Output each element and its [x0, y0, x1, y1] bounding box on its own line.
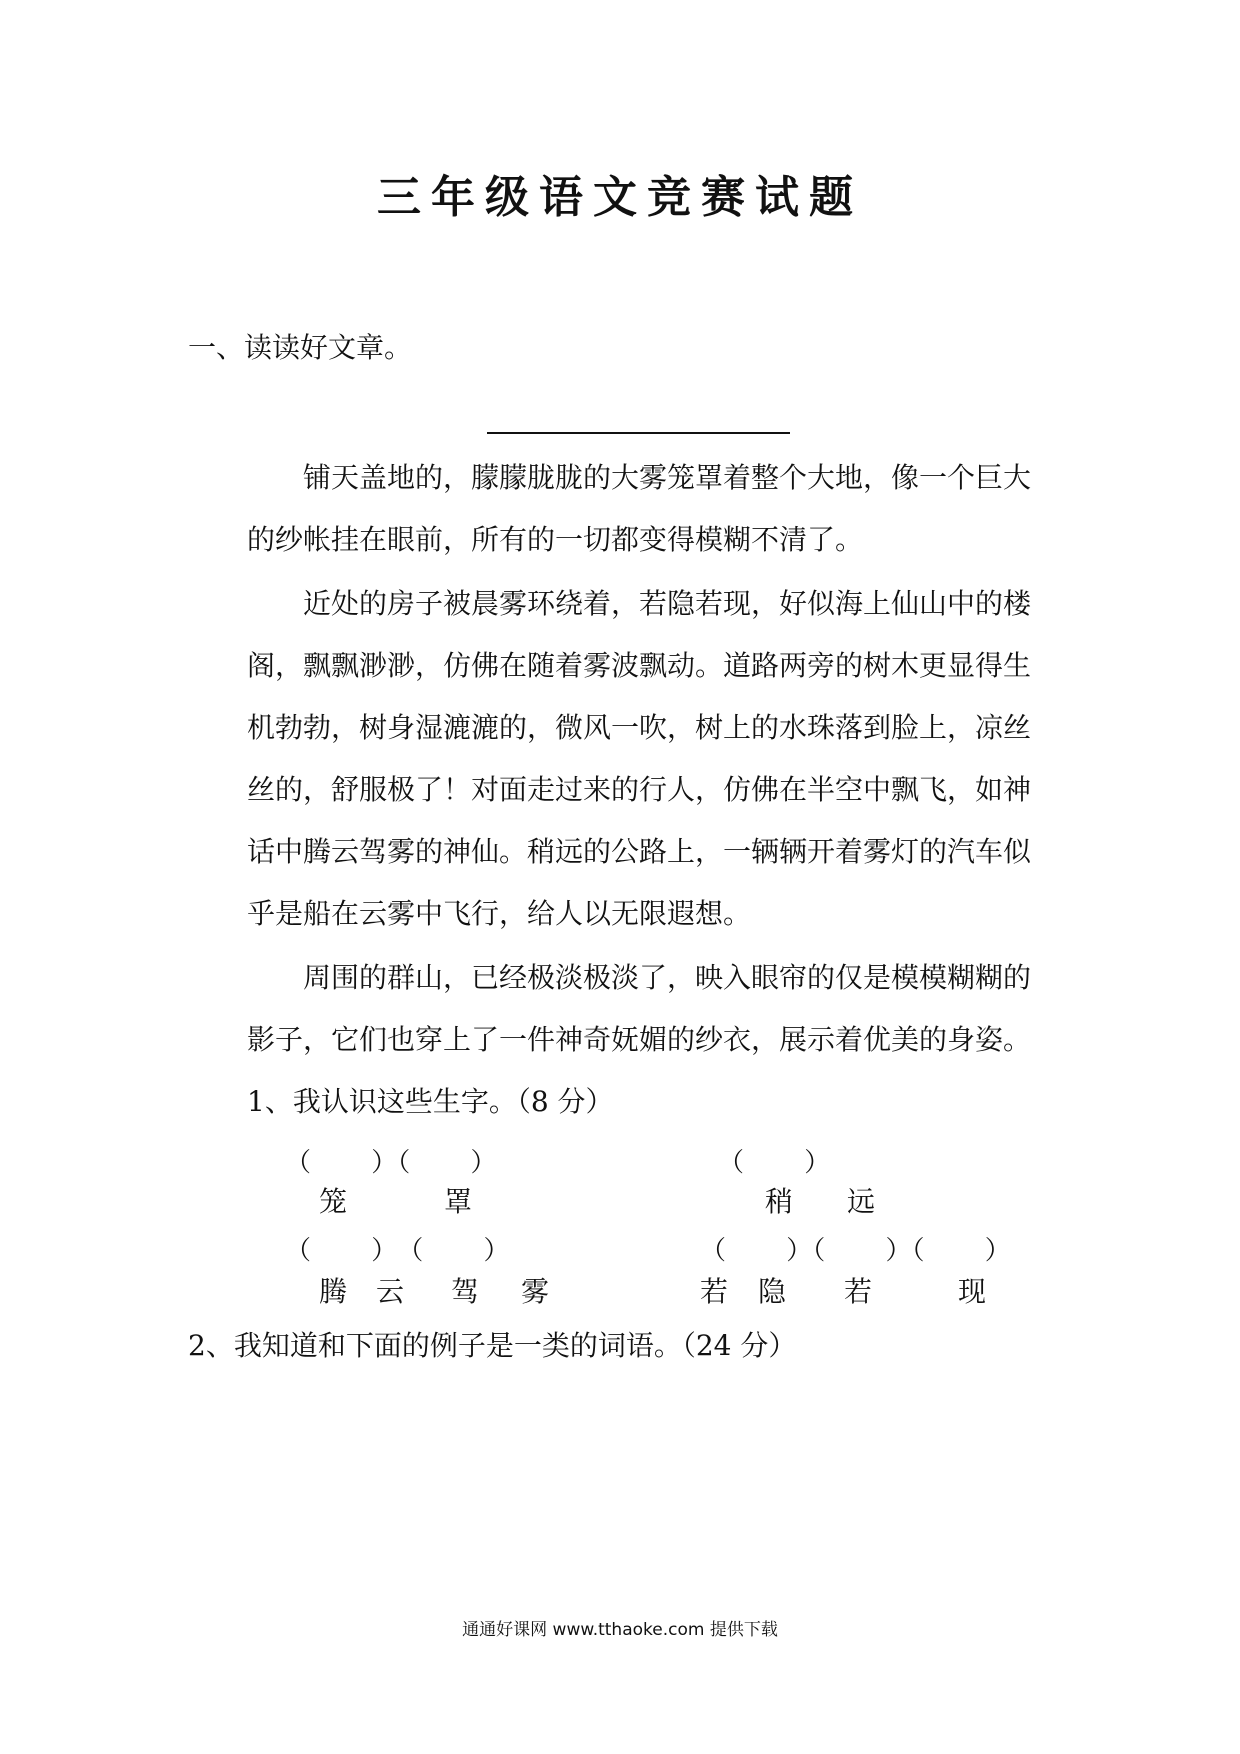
pinyin-blanks-row2-right[interactable]: （ ）（ ）（ ） [700, 1236, 1011, 1266]
char-ruo-2: 若 [843, 1275, 872, 1308]
paragraph-2-line-5: 话中腾云驾雾的神仙。稍远的公路上，一辆辆开着雾灯的汽车似 [247, 835, 1032, 868]
char-wu: 雾 [520, 1275, 549, 1308]
char-yun: 云 [375, 1275, 404, 1308]
paragraph-2-line-3: 机勃勃，树身湿漉漉的，微风一吹，树上的水珠落到脸上，凉丝 [247, 711, 1032, 744]
paragraph-3-line-1: 周围的群山，已经极淡极淡了，映入眼帘的仅是模模糊糊的 [303, 961, 1032, 994]
paragraph-3-line-2: 影子，它们也穿上了一件神奇妩媚的纱衣，展示着优美的身姿。 [247, 1023, 1032, 1056]
page-footer: 通通好课网 www.tthaoke.com 提供下载 [462, 1620, 778, 1640]
section1-heading: 一、读读好文章。 [188, 331, 413, 364]
paragraph-2-line-6: 乎是船在云雾中飞行，给人以无限遐想。 [247, 897, 752, 930]
char-shao: 稍 [764, 1185, 793, 1218]
paragraph-2-line-1: 近处的房子被晨雾环绕着，若隐若现，好似海上仙山中的楼 [303, 587, 1032, 620]
exam-title: 三年级语文竞赛试题 [377, 172, 863, 223]
pinyin-blanks-row2-left[interactable]: （ ） （ ） [285, 1236, 510, 1266]
char-long: 笼 [318, 1185, 347, 1218]
paragraph-2-line-2: 阁，飘飘渺渺，仿佛在随着雾波飘动。道路两旁的树木更显得生 [247, 649, 1032, 682]
paragraph-2-line-4: 丝的，舒服极了！对面走过来的行人，仿佛在半空中飘飞，如神 [247, 773, 1032, 806]
pinyin-blanks-row1-right[interactable]: （ ） [718, 1148, 831, 1178]
paragraph-1-line-1: 铺天盖地的，朦朦胧胧的大雾笼罩着整个大地，像一个巨大 [303, 461, 1032, 494]
char-xian: 现 [957, 1275, 986, 1308]
question-1-label: 1、我认识这些生字。（8 分） [247, 1085, 614, 1118]
question-2-label: 2、我知道和下面的例子是一类的词语。（24 分） [188, 1329, 797, 1362]
char-teng: 腾 [318, 1275, 347, 1308]
paragraph-1-line-2: 的纱帐挂在眼前，所有的一切都变得模糊不清了。 [247, 523, 864, 556]
char-jia: 驾 [450, 1275, 479, 1308]
char-zhao: 罩 [443, 1185, 472, 1218]
article-title-blank[interactable] [487, 432, 790, 434]
pinyin-blanks-row1-left[interactable]: （ ）（ ） [285, 1148, 497, 1178]
char-yuan: 远 [846, 1185, 875, 1218]
char-ruo-1: 若 [699, 1275, 728, 1308]
char-yin: 隐 [757, 1275, 786, 1308]
